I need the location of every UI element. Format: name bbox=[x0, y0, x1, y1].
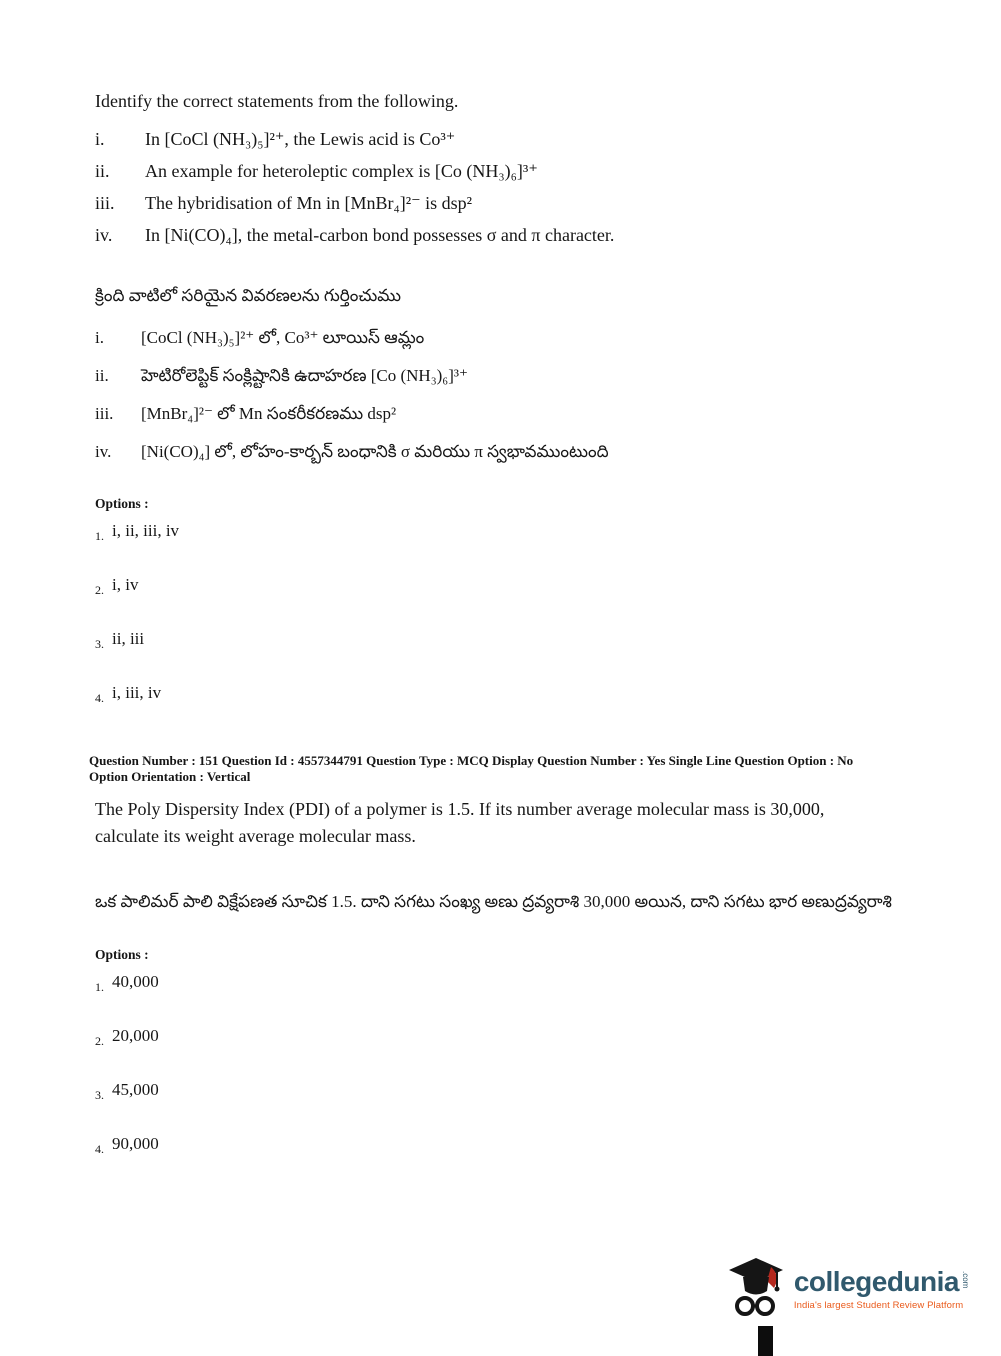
option-number: 2. bbox=[95, 1034, 104, 1048]
option-text: i, ii, iii, iv bbox=[112, 521, 180, 540]
q2-text-telugu: ఒక పాలిమర్ పాలి విక్షేపణత సూచిక 1.5. దాని సగటు సంఖ్య అణు ద్రవ్యరాశి 30,000 అయిన, దాని సగటు భార అణుద్రవ్యరాశి bbox=[95, 892, 892, 911]
statement-text: హెటిరోలెప్టిక్ సంక్లిష్టానికి ఉదాహరణ [Co (NH₃)₆]³⁺ bbox=[141, 366, 468, 385]
graduation-cap-mascot-icon bbox=[727, 1258, 785, 1320]
brand-tagline: India's largest Student Review Platform bbox=[793, 1300, 964, 1311]
option-text: 45,000 bbox=[112, 1080, 159, 1099]
option-text: i, iv bbox=[112, 575, 139, 594]
option-number: 3. bbox=[95, 1088, 104, 1102]
question-block-151 bbox=[89, 753, 925, 1156]
statement-item bbox=[95, 123, 925, 155]
collegedunia-logo bbox=[727, 1258, 969, 1320]
q1-option-3 bbox=[95, 627, 925, 651]
q1-telugu-block bbox=[95, 281, 925, 471]
option-number: 3. bbox=[95, 637, 104, 651]
statement-numeral: iv. bbox=[95, 225, 113, 245]
q1-options-label: Options : bbox=[95, 496, 149, 511]
option-number: 1. bbox=[95, 980, 104, 994]
statement-text: [MnBr₄]²⁻ లో Mn సంకరీకరణము dsp² bbox=[141, 404, 397, 423]
statement-item bbox=[95, 219, 925, 251]
statement-text: In [CoCl (NH₃)₅]²⁺, the Lewis acid is Co³⁺ bbox=[145, 129, 456, 149]
statement-numeral: ii. bbox=[95, 161, 110, 181]
statement-text: The hybridisation of Mn in [MnBr₄]²⁻ is dsp² bbox=[145, 193, 473, 213]
option-text: 20,000 bbox=[112, 1026, 159, 1045]
q1-statements-english bbox=[95, 123, 925, 251]
q2-option-3 bbox=[95, 1078, 925, 1102]
statement-numeral: iii. bbox=[95, 404, 114, 423]
statement-item bbox=[95, 357, 925, 395]
option-text: 90,000 bbox=[112, 1134, 159, 1153]
statement-numeral: iv. bbox=[95, 442, 112, 461]
statement-item bbox=[95, 395, 925, 433]
statement-text: An example for heteroleptic complex is [Co (NH₃)₆]³⁺ bbox=[145, 161, 538, 181]
question-metadata: Question Number : 151 Question Id : 4557344791 Question Type : MCQ Display Question Number : Yes Single Line Question Option : No Option Orientation : Vertical bbox=[89, 753, 854, 784]
brand-row bbox=[794, 1267, 969, 1297]
option-number: 4. bbox=[95, 691, 104, 705]
q1-option-4 bbox=[95, 681, 925, 705]
statement-numeral: ii. bbox=[95, 366, 109, 385]
q2-option-1 bbox=[95, 970, 925, 994]
question-block-1 bbox=[95, 88, 925, 705]
q1-statements-telugu bbox=[95, 319, 925, 471]
logo-text bbox=[794, 1267, 969, 1311]
statement-text: [CoCl (NH₃)₅]²⁺ లో, Co³⁺ లూయిస్ ఆమ్లం bbox=[141, 328, 425, 347]
statement-item bbox=[95, 319, 925, 357]
q2-options-list bbox=[95, 970, 925, 1156]
statement-text: [Ni(CO)₄] లో, లోహం-కార్బన్ బంధానికి σ మరియు π స్వభావముంటుంది bbox=[141, 442, 609, 461]
q1-options-list bbox=[95, 519, 925, 705]
option-text: i, iii, iv bbox=[112, 683, 162, 702]
statement-item bbox=[95, 433, 925, 471]
option-text: ii, iii bbox=[112, 629, 145, 648]
q2-options-label: Options : bbox=[95, 947, 149, 962]
page-corner-mark bbox=[758, 1326, 773, 1356]
option-text: 40,000 bbox=[112, 972, 159, 991]
option-number: 4. bbox=[95, 1142, 104, 1156]
brand-suffix: .com bbox=[961, 1271, 970, 1289]
q1-option-1 bbox=[95, 519, 925, 543]
statement-numeral: i. bbox=[95, 328, 104, 347]
statement-item bbox=[95, 155, 925, 187]
q1-intro-telugu: క్రింది వాటిలో సరియైన వివరణలను గుర్తించుము bbox=[95, 286, 402, 305]
q2-option-2 bbox=[95, 1024, 925, 1048]
q2-option-4 bbox=[95, 1132, 925, 1156]
option-number: 2. bbox=[95, 583, 104, 597]
q1-option-2 bbox=[95, 573, 925, 597]
option-number: 1. bbox=[95, 529, 104, 543]
q2-text-english: The Poly Dispersity Index (PDI) of a polymer is 1.5. If its number average molecular mass is 30,000, calculate its weight average molecular mass. bbox=[95, 799, 825, 846]
brand-name: collegedunia bbox=[793, 1266, 959, 1297]
page-content bbox=[89, 88, 925, 1156]
statement-numeral: i. bbox=[95, 129, 105, 149]
q1-intro-english: Identify the correct statements from the following. bbox=[95, 91, 459, 111]
statement-text: In [Ni(CO)₄], the metal-carbon bond possesses σ and π character. bbox=[145, 225, 615, 245]
statement-numeral: iii. bbox=[95, 193, 115, 213]
statement-item bbox=[95, 187, 925, 219]
